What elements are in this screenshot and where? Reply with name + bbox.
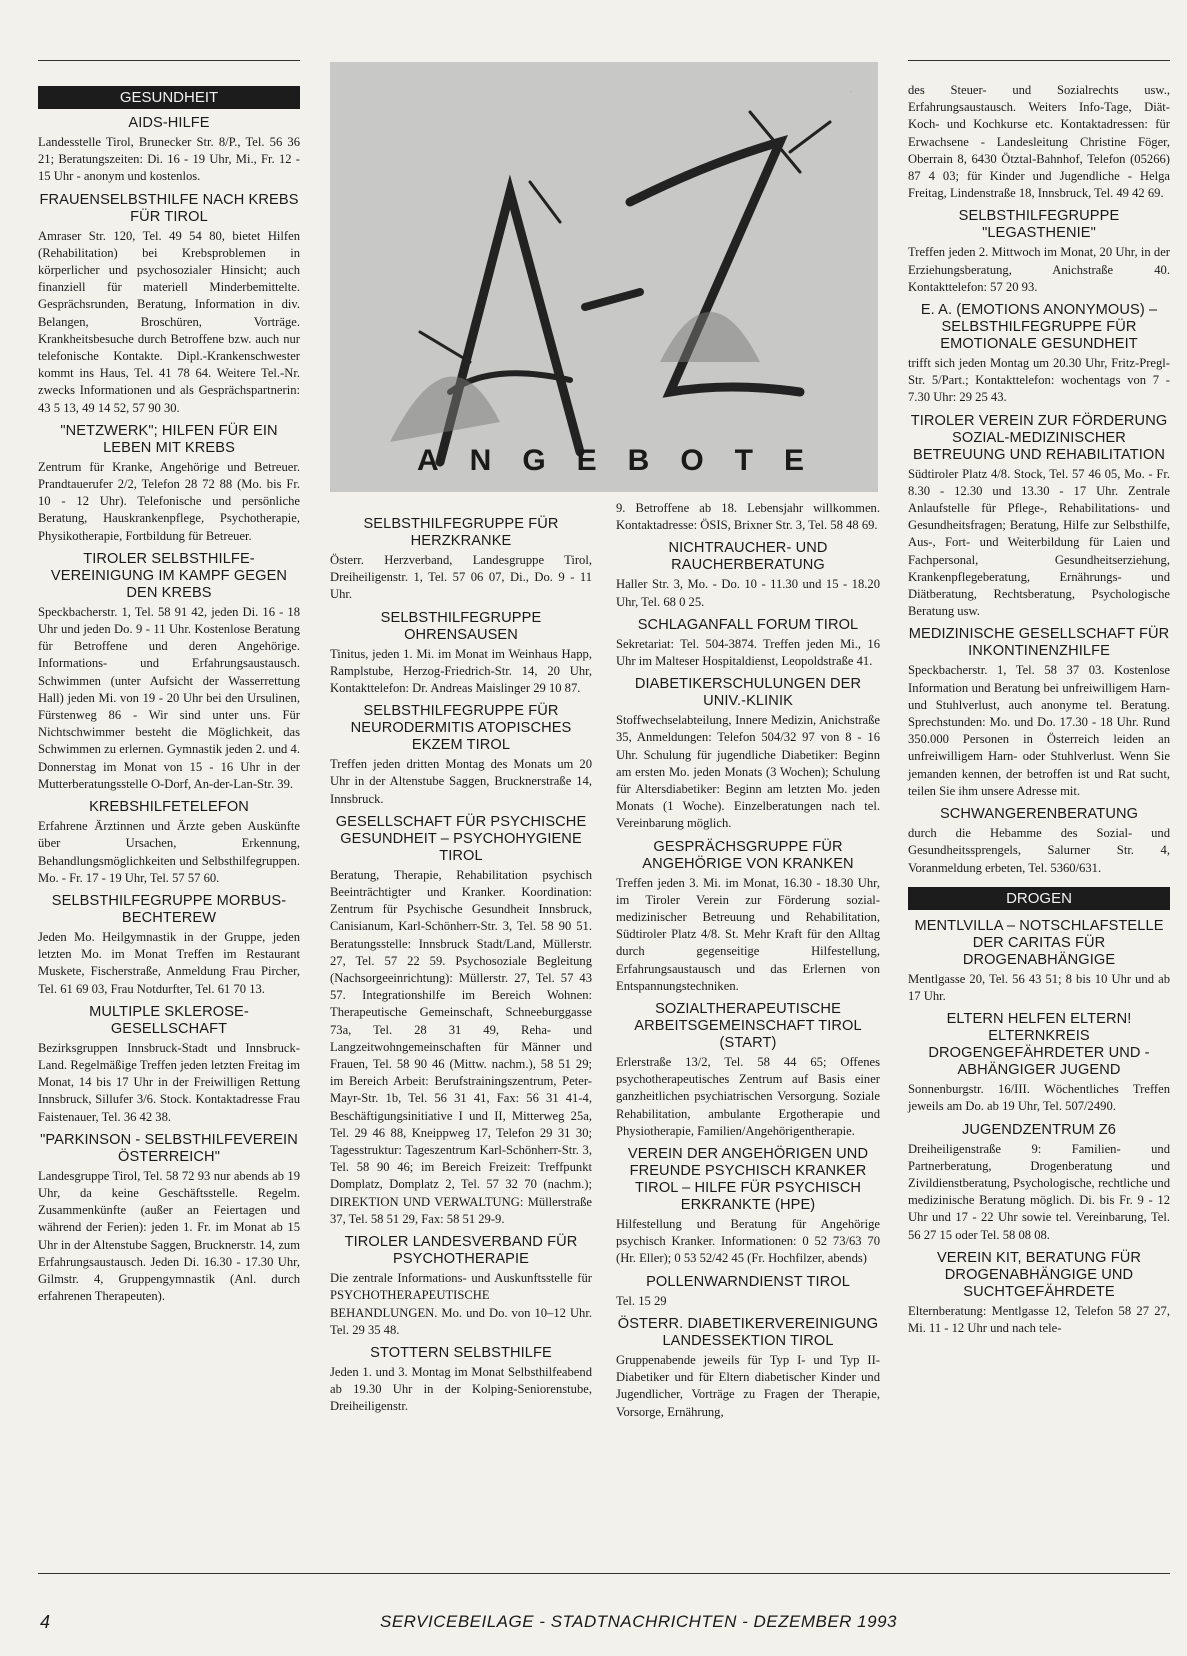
entry-text: Treffen jeden 2. Mittwoch im Monat, 20 Uhr, in der Erziehungsberatung, Anichstraße 40. Kontakttelefon: 57 20 93. [908,245,1170,294]
entry-heading: "NETZWERK"; HILFEN FÜR EIN LEBEN MIT KREBS [60,422,278,456]
entry-list-col4a [908,82,1170,877]
entry-heading: TIROLER LANDESVERBAND FÜR PSYCHOTHERAPIE [344,1234,578,1268]
entry-text: Elternberatung: Mentlgasse 12, Telefon 58 27 27, Mi. 11 - 12 Uhr und nach tele- [908,1303,1170,1335]
entry-text: Sonnenburgstr. 16/III. Wöchentliches Treffen jeweils am Do. ab 19 Uhr, Tel. 507/2490. [908,1082,1170,1114]
entry-text: Speckbacherstr. 1, Tel. 58 91 42, jeden Di. 16 - 18 Uhr und jeden Do. 9 - 11 Uhr. Kostenlose Beratung für Betroffene und deren Angehörige. Informations- und Erfahrungsaustausch. Schwimmen (unter Aufsicht der Wasserrettung Hall) jeden Mi. von 19 - 20 Uhr bei den Ursulinen, Fürstenweg 86 - Wir sind unter uns. Für Nichtschwimmer besteht die Möglichkeit, das Schwimmen zu erlernen. Gymnastik jeden 2. und 4. Donnerstag im Monat von 15 - 16 Uhr in der Mutterberatungsstelle O-Dorf, An-der-Lan-Str. 39. [38,604,300,791]
entry-heading: TIROLER SELBSTHILFE-VEREINIGUNG IM KAMPF GEGEN DEN KREBS [50,550,288,601]
entry-text: Die zentrale Informations- und Auskunftsstelle für PSYCHOTHERAPEUTISCHE BEHANDLUNGEN. Mo. und Do. von 10–12 Uhr. Tel. 29 35 48. [330,1271,592,1337]
entry-heading: VEREIN DER ANGEHÖRIGEN UND FREUNDE PSYCHISCH KRANKER TIROL – HILFE FÜR PSYCHISCH ERKRANKTE (HPE) [627,1146,869,1214]
entry-heading: STOTTERN SELBSTHILFE [370,1344,552,1361]
footer-text: SERVICEBEILAGE - STADTNACHRICHTEN - DEZEMBER 1993 [380,1612,897,1631]
entry-text: Sekretariat: Tel. 504-3874. Treffen jeden Mi., 16 Uhr im Malteser Hospitaldienst, Leopoldstraße 41. [616,636,880,669]
entry-heading: MULTIPLE SKLEROSE-GESELLSCHAFT [89,1003,249,1037]
column-1 [38,62,300,1305]
entry-text: Treffen jeden dritten Montag des Monats um 20 Uhr in der Altenstube Saggen, Brucknerstraße 14, Innsbruck. [330,757,592,806]
entry-heading: SCHLAGANFALL FORUM TIROL [637,616,859,633]
entry-text: Beratung, Therapie, Rehabilitation psychisch Beeinträchtigter und Kranker. Koordination: Zentrum für Psychische Gesundheit Innsbruck, Canisianum, Karl-Schönherr-Str. 3, Tel. 58 90 51. Beratungsstelle: Innsbruck Stadt/Land, Müllerstr. 27, Tel. 57 22 59. Psychosoziale Begleitung (Nachsorgeeinrichtung): Müllerstr. 27, Tel. 57 43 57. Integrationshilfe im Bereich Wohnen: Therapeutische Gemeinschaft, Schneeburggasse 73a, Tel. 28 31 49, Reha- und Langzeitwohngemeinschaften für Männer und Frauen, Tel. 58 90 46 (Mittw. nachm.), 58 51 29; im Bereich Arbeit: Berufstrainingszentrum, Peter-Mayr-Str. 1b, Tel. 56 31 41, Fax: 56 31 41-4, Beschäftigungsinitiative I und II, Mitterweg 25a, Tel. 29 46 88, Kneippweg 17, Telefon 29 31 30; Tagesstruktur: Tageszentrum Karl-Schönherr-Str. 3, Tel. 58 90 46; im Bereich Freizeit: Treffpunkt Domplatz, Domplatz 2, Tel. 57 32 70 (nachm.); DIREKTION UND VERWALTUNG: Müllerstraße 37, Tel. 58 51 29, Fax: 58 51 29-9. [330,867,592,1226]
entry-heading: ELTERN HELFEN ELTERN! ELTERNKREIS DROGENGEFÄHRDETER UND -ABHÄNGIGER JUGEND [928,1011,1150,1079]
entry-text: Jeden 1. und 3. Montag im Monat Selbsthilfeabend ab 19.30 Uhr in der Kolping-Seniorenstube, Dreiheiligenstr. [330,1364,592,1414]
hero-dash [585,292,640,307]
entry-text: Mentlgasse 20, Tel. 56 43 51; 8 bis 10 Uhr und ab 17 Uhr. [908,971,1170,1003]
entry-text: Haller Str. 3, Mo. - Do. 10 - 11.30 und 15 - 18.20 Uhr, Tel. 68 0 25. [616,577,880,609]
entry-text: Jeden Mo. Heilgymnastik in der Gruppe, jeden letzten Mo. im Monat Treffen im Restaurant Muskete, Fischerstraße, Anmeldung Frau Pircher, Tel. 61 69 03, Frau Notdurfter, Tel. 61 70 13. [38,929,300,996]
entry-heading: POLLENWARNDIENST TIROL [646,1273,850,1290]
entry-heading: KREBSHILFETELEFON [89,799,249,816]
column-2 [330,510,592,1416]
entry-heading: MEDIZINISCHE GESELLSCHAFT FÜR INKONTINENZHILFE [908,626,1170,660]
entry-list-col2 [330,516,592,1416]
entry-heading: MENTLVILLA – NOTSCHLAFSTELLE DER CARITAS FÜR DROGENABHÄNGIGE [914,917,1164,968]
entry-text: Erlerstraße 13/2, Tel. 58 44 65; Offenes psychotherapeutisches Zentrum auf Basis einer ganzheitlichen psychiatrischen Versorgung. Soziale Rehabilitation, ambulante Ergotherapie und Physiotherapie, Familien/Angehörigentherapie. [616,1055,880,1138]
entry-text: Gruppenabende jeweils für Typ I- und Typ II-Diabetiker und für Eltern diabetischer Kinder und Jugendlicher, Vorträge zu Fragen der Therapie, Vorsorge, Ernährung, [616,1352,880,1419]
entry-heading: "PARKINSON - SELBSTHILFEVEREIN ÖSTERREICH" [40,1131,298,1165]
footer-rule [38,1573,1170,1574]
top-rule-left [38,60,300,61]
entry-text: Dreiheiligenstraße 9: Familien- und Partnerberatung, Drogenberatung und Zivildienstberatung, Psychologische, rechtliche und medizinische Beratung möglich. Di. bis Fr. 9 - 12 Uhr und 17 - 22 Uhr sowie tel. Vereinbarung, Tel. 56 27 15 oder Tel. 58 08 08. [908,1141,1170,1242]
entry-text: Südtiroler Platz 4/8. Stock, Tel. 57 46 05, Mo. - Fr. 8.30 - 12.30 und 13.30 - 17 Uhr. Zentrale Anlaufstelle für Pflege-, Rehabilitations- und Gesundheitsfragen; Beratung, Hilfe zur Selbsthilfe, Aus-, Fort- und Weiterbildung für Laien und Fachpersonal, Gesundheitserziehung, Krankenpflegeberatung, Ernährungs- und Diätberatung, Rechtsberatung, Psychologische Beratung usw. [908,466,1170,619]
entry-text: Österr. Herzverband, Landesgruppe Tirol, Dreiheiligenstr. 1, Tel. 57 06 07, Di., Do. 9 - 11 Uhr. [330,553,592,602]
hero-title: A-Z [850,92,852,93]
entry-heading: ÖSTERR. DIABETIKERVEREINIGUNG LANDESSEKTION TIROL [617,1315,879,1349]
entry-heading: VEREIN KIT, BERATUNG FÜR DROGENABHÄNGIGE UND SUCHTGEFÄHRDETE [936,1249,1142,1300]
page-number: 4 [40,1612,51,1632]
entry-heading: SELBSTHILFEGRUPPE FÜR HERZKRANKE [363,516,559,549]
entry-text: 9. Betroffene ab 18. Lebensjahr willkommen. Kontaktadresse: ÖSIS, Brixner Str. 3, Tel. 58 48 69. [616,501,880,533]
entry-text: durch die Hebamme des Sozial- und Gesundheitssprengels, Salurner Str. 4, Voranmeldung erbeten, Tel. 5360/631. [908,826,1170,875]
entry-text: Hilfestellung und Beratung für Angehörige psychisch Kranker. Informationen: 0 52 73/63 70 (Hr. Eller); 0 53 52/42 45 (Fr. Hochfilzer, abends) [616,1217,880,1266]
entry-text: Bezirksgruppen Innsbruck-Stadt und Innsbruck-Land. Regelmäßige Treffen jeden letzten Freitag im Monat, 14 bis 17 Uhr in der Freiwilligen Rettung Innsbruck, Sillufer 3/6. Stock. Kontaktadresse Frau Faistenauer, Tel. 36 42 38. [38,1040,300,1124]
entry-heading: AIDS-HILFE [128,115,210,131]
entry-heading: SELBSTHILFEGRUPPE MORBUS-BECHTEREW [51,892,287,926]
entry-heading: SCHWANGERENBERATUNG [939,806,1139,823]
entry-list-col1 [38,115,300,1305]
entry-heading: SELBSTHILFEGRUPPE "LEGASTHENIE" [958,208,1120,242]
entry-heading: DIABETIKERSCHULUNGEN DER UNIV.-KLINIK [634,676,862,710]
top-rule-right [908,60,1170,61]
hero-subtitle: ANGEBOTE [416,444,835,477]
entry-heading: SOZIALTHERAPEUTISCHE ARBEITSGEMEINSCHAFT TIROL (START) [634,1001,862,1052]
entry-list-col4b [908,918,1170,1337]
entry-text: Stoffwechselabteilung, Innere Medizin, Anichstraße 35, Anmeldungen: Telefon 504/32 97 von 8 - 16 Uhr. Schulung für jugendliche Diabetiker: Beginn am ersten Mo. jeden Monats (3 Wochen); Schulung für Altersdiabetiker: Beginn am letzten Mo. jeden Monats (1 Woche). Einzelberatungen nach tel. Vereinbarung möglich. [616,713,880,831]
entry-heading: GESPRÄCHSGRUPPE FÜR ANGEHÖRIGE VON KRANKEN [642,838,854,872]
entry-heading: FRAUENSELBSTHILFE NACH KREBS FÜR TIROL [39,191,299,225]
hero-az-artwork [330,62,878,492]
entry-heading: SELBSTHILFEGRUPPE FÜR NEURODERMITIS ATOPISCHES EKZEM TIROL [350,703,572,754]
entry-heading: GESELLSCHAFT FÜR PSYCHISCHE GESUNDHEIT – PSYCHOHYGIENE TIROL [335,813,587,864]
entry-text: Tinitus, jeden 1. Mi. im Monat im Weinhaus Happ, Ramplstube, Herzog-Friedrich-Str. 14, 20 Uhr, Kontakttelefon: Dr. Andreas Maislinger 29 10 87. [330,646,592,696]
entry-text: Landesstelle Tirol, Brunecker Str. 8/P., Tel. 56 36 21; Beratungszeiten: Di. 16 - 19 Uhr, Mi., Fr. 12 - 15 Uhr - anonym und kostenlos. [38,135,300,184]
entry-list-col3 [616,500,880,1421]
column-3 [616,500,880,1421]
entry-text: Erfahrene Ärztinnen und Ärzte geben Auskünfte über Ursachen, Erkennung, Behandlungsmöglichkeiten und Selbsthilfegruppen. Mo. - Fr. 17 - 19 Uhr, Tel. 57 57 60. [38,819,300,885]
entry-text: Amraser Str. 120, Tel. 49 54 80, bietet Hilfen (Rehabilitation) bei Krebsproblemen in körperlicher und psychosozialer Hinsicht; auch finanziell für materiell Minderbemittelte. Gesprächsrunden, Beratung, Information in div. Belangen, Broschüren, Vorträge. Krankheitsbesuche durch Betroffene bzw. auch nur telefonische Kontakte. Dipl.-Krankenschwester kommt ins Haus, Tel. 41 78 64. Weitere Tel.-Nr. zwecks Informationen und als Gesprächspartnerin: 43 5 13, 49 14 52, 57 90 30. [38,228,300,415]
entry-text: Landesgruppe Tirol, Tel. 58 72 93 nur abends ab 19 Uhr, da keine Geschäftsstelle. Regelm. Zusammenkünfte (außer an Feiertagen und während der Ferien): jeden 1. Fr. im Monat ab 15 Uhr in der Altenstube Saggen, Brucknerstr. 14, zum Erfahrungsaustausch. Jeden Di. 16.30 - 17.30 Uhr, Gilmstr. 4, Gruppengymnastik (Anl. durch erfahrenen Therapeuten). [38,1168,300,1304]
entry-heading: E. A. (EMOTIONS ANONYMOUS) – SELBSTHILFEGRUPPE FÜR EMOTIONALE GESUNDHEIT [920,302,1158,353]
section-bar-gesundheit: GESUNDHEIT [38,86,300,109]
entry-text: Speckbacherstr. 1, Tel. 58 37 03. Kostenlose Information und Beratung bei unfreiwilligem Harn- und Stuhlverlust, auch anonyme tel. Beratung. Sprechstunden: Mo. und Do. 17.30 - 18 Uhr. Rund 350.000 Personen in Österreich leiden an unfreiwilligem Harn- oder Stuhlverlust. Wenn Sie jemanden kennen, der betroffen ist und Rat sucht, teilen Sie ihm unsere Adresse mit. [908,663,1170,798]
entry-text: trifft sich jeden Montag um 20.30 Uhr, Fritz-Pregl-Str. 5/Part.; Kontakttelefon: wochentags von 7 - 7.30 Uhr: 29 25 43. [908,356,1170,405]
column-4 [908,82,1170,1337]
section-bar-drogen: DROGEN [908,887,1170,910]
entry-heading: SELBSTHILFEGRUPPE OHRENSAUSEN [380,609,542,643]
entry-heading: NICHTRAUCHER- UND RAUCHERBERATUNG [668,540,828,574]
entry-text: des Steuer- und Sozialrechts usw., Erfahrungsaustausch. Weiters Info-Tage, Diät-Koch- und Kochkurse etc. Kontaktadressen: für Erwachsene - Landesleitung Christine Föger, Oberrain 8, 6430 Ötztal-Bahnhof, Telefon (05266) 87 4 03; für Kinder und Jugendliche - Helga Freitag, Lindenstraße 18, Innsbruck, Tel. 49 42 69. [908,83,1170,201]
entry-text: Treffen jeden 3. Mi. im Monat, 16.30 - 18.30 Uhr, im Tiroler Verein zur Förderung sozial-medizinischer Betreuung und Rehabilitation, Südtiroler Platz 4/8. St. Mehr Kraft für den Alltag durch gegenseitige Hilfestellung, Erfahrungsaustausch und das Erlernen von Entspannungstechniken. [616,875,880,993]
entry-text: Zentrum für Kranke, Angehörige und Betreuer. Prandtauerufer 2/2, Telefon 28 72 88 (Mo. bis Fr. 10 - 12 Uhr). Telefonische und persönliche Beratung, Hauskrankenpflege, Psychotherapie, Physikotherapie, Fortbildung für Betreuer. [38,459,300,543]
hero-illustration [330,62,878,492]
entry-text: Tel. 15 29 [616,1293,667,1308]
entry-heading: JUGENDZENTRUM Z6 [961,1121,1117,1138]
entry-heading: TIROLER VEREIN ZUR FÖRDERUNG SOZIAL-MEDIZINISCHER BETREUUNG UND REHABILITATION [910,412,1168,463]
